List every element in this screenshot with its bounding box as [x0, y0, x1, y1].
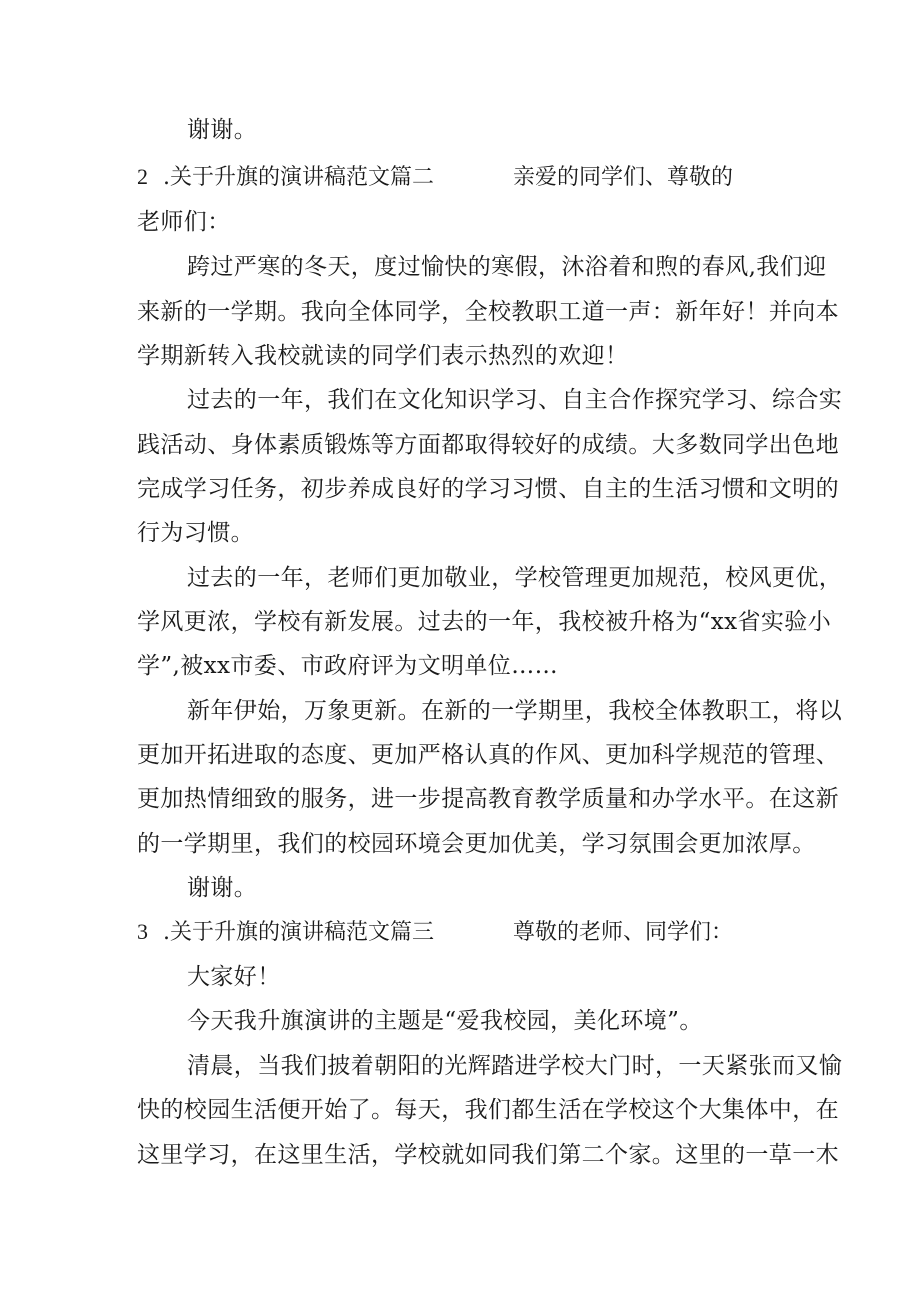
paragraph-line: 学期新转入我校就读的同学们表示热烈的欢迎！ — [137, 343, 629, 369]
paragraph-line: 大家好！ — [187, 964, 281, 990]
paragraph-line: 更加开拓进取的态度、更加严格认真的作风、更加科学规范的管理、 — [137, 742, 839, 768]
section-greeting: 亲爱的同学们、尊敬的 — [513, 165, 734, 190]
paragraph-line: 今天我升旗演讲的主题是“爱我校园，美化环境”。 — [187, 1008, 703, 1034]
paragraph-line: 学风更浓，学校有新发展。过去的一年，我校被升格为“xx省实验小 — [137, 609, 832, 635]
paragraph-line: 更加热情细致的服务，进一步提高教育教学质量和办学水平。在这新 — [137, 786, 839, 812]
paragraph-line: 跨过严寒的冬天，度过愉快的寒假，沐浴着和煦的春风,我们迎 — [187, 254, 827, 280]
paragraph-line: 来新的一学期。我向全体同学，全校教职工道一声：新年好！并向本 — [137, 299, 839, 325]
section-title: .关于升旗的演讲稿范文篇二 — [163, 165, 434, 190]
paragraph-line: 过去的一年，我们在文化知识学习、自主合作探究学习、综合实 — [187, 387, 843, 413]
paragraph-line: 践活动、身体素质锻炼等方面都取得较好的成绩。大多数同学出色地 — [137, 432, 839, 458]
paragraph-line: 行为习惯。 — [137, 520, 254, 546]
section-heading-2 — [137, 162, 733, 193]
paragraph-line: 快的校园生活便开始了。每天，我们都生活在学校这个大集体中，在 — [137, 1097, 839, 1123]
paragraph-line: 的一学期里，我们的校园环境会更加优美，学习氛围会更加浓厚。 — [137, 831, 816, 857]
paragraph-line: 完成学习任务，初步养成良好的学习习惯、自主的生活习惯和文明的 — [137, 476, 839, 502]
paragraph-line: 谢谢。 — [187, 875, 258, 901]
section-heading-3 — [137, 917, 733, 948]
paragraph-line: 老师们： — [137, 209, 231, 235]
paragraph-line: 清晨，当我们披着朝阳的光辉踏进学校大门时，一天紧张而又愉 — [187, 1053, 843, 1079]
paragraph-line: 这里学习，在这里生活，学校就如同我们第二个家。这里的一草一木 — [137, 1142, 839, 1168]
section-title: .关于升旗的演讲稿范文篇三 — [163, 920, 434, 945]
section-greeting: 尊敬的老师、同学们： — [513, 920, 734, 945]
paragraph-line: 过去的一年，老师们更加敬业，学校管理更加规范，校风更优， — [187, 565, 843, 591]
paragraph-line: 新年伊始，万象更新。在新的一学期里，我校全体教职工，将以 — [187, 698, 843, 724]
section-number: 3 — [137, 919, 148, 944]
paragraph-line: 谢谢。 — [187, 117, 258, 143]
section-number: 2 — [137, 164, 148, 189]
paragraph-line: 学”,被xx市委、市政府评为文明单位…… — [137, 653, 559, 679]
